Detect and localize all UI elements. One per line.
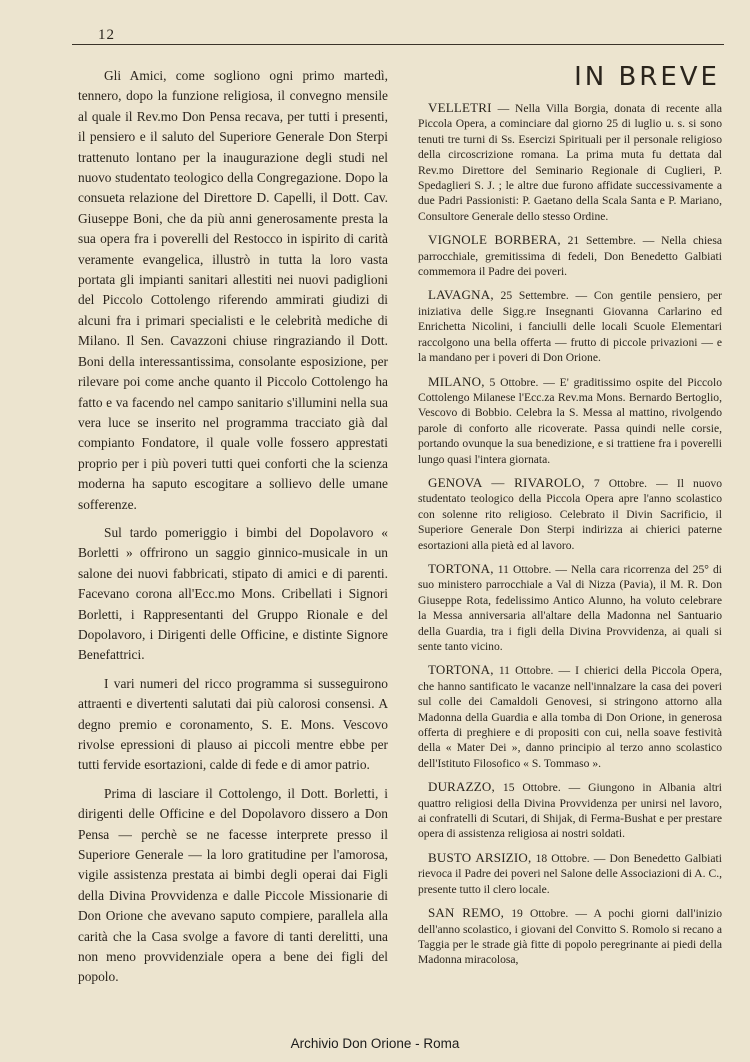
paragraph: Gli Amici, come sogliono ogni primo martedì, tennero, dopo la funzione religiosa, il convegno mensile al quale il Rev.mo Don Pensa recava, per tutti i presenti, il pensiero e il saluto del Superiore Generale Don Sterpi trattenuto lontano per la inaugurazione degli studi nel nuovo studentato teologico della Congregazione. Dopo la consueta relazione del Direttore D. Capelli, il Dott. Cav. Giuseppe Boni, che da più anni generosamente presta la sua opera fra i poverelli del Restocco in ispirito di carità veramente evangelica, illustrò in tutta la loro vasta portata gli impianti sanitari allestiti nei nuovi padiglioni del Piccolo Cottolengo riferendo ammirati giudizi di alcuni fra i primari specialisti e le celebrità mediche di Milano. Il Sen. Cavazzoni chiuse ringraziando il Dott. Boni della interessantissima, consolante esposizione, per rilevare poi come anche quanto il Piccolo Cottolengo ha fatto e va facendo nel campo sanitario s'illumini nella sua vera luce se inserito nel programma tracciato già dal compianto Fondatore, il quale volle fossero apprestati proprio per i più poveri tutti quei conforti che la scienza moderna ha saputo escogitare a sollievo delle umane sofferenze. bbox=[78, 68, 388, 512]
paragraph: I vari numeri del ricco programma si susseguirono attraenti e divertenti salutati dai più calorosi consensi. A degno premio e coronamento, S. E. Mons. Vescovo rivolse epressioni di plauso ai piccoli mentre ebbe per tutti fervide esortazioni, calde di fede e di amor patrio. bbox=[78, 675, 388, 773]
news-place: MILANO, bbox=[428, 373, 485, 389]
news-text: 11 Ottobre. — Nella cara ricorrenza del 25° di suo ministero parrocchiale a Val di Nizza (Pavia), il M. R. Don Giuseppe Rota, fedelissimo Antico Alunno, ha voluto celebrare la Messa anniversaria all'altare della Madonna nel Santuario della Guardia, tra i figli della Divina Provvidenza, ai quali si sente tanto vicino. bbox=[418, 562, 722, 653]
right-column bbox=[418, 62, 722, 976]
news-text: Nella Villa Borgia, donata di recente alla Piccola Opera, a cominciare dal giorno 25 di luglio u. s. si sono tenuti tre turni di Ss. Esercizi Spirituali per il personale religioso della circoscrizione romana. La prima muta fu dettata dal Rev.mo Direttore del Seminario Regionale di Cuglieri, P. Spedaglieri S. J. ; le altre due furono affidate successivamente a due Padri Passionisti: P. Gaetano della Scala Santa e P. Mariano, Consultore Generale dello stesso Ordine. bbox=[418, 102, 723, 223]
news-text: 19 Ottobre. — A pochi giorni dall'inizio dell'anno scolastico, i giovani del Convitto S. Romolo si recano a Taggia per le strade già fitte di popolo peregrinante ai piedi della Madonna miracolosa, bbox=[418, 907, 722, 967]
news-item bbox=[418, 287, 722, 365]
news-text: 21 Settembre. — Nella chiesa parrocchiale, gremitissima di fedeli, Don Benedetto Galbiati commemora il Padre dei poveri. bbox=[418, 234, 722, 279]
news-item bbox=[418, 779, 722, 842]
news-place: TORTONA, bbox=[428, 560, 494, 576]
news-text: 5 Ottobre. — E' graditissimo ospite del Piccolo Cottolengo Milanese l'Ecc.za Rev.ma Mons. Bernardo Bertoglio, Vescovo di Bobbio. Celebra la S. Messa al mattino, rivolgendo parole di conforto alle ricoverate. Passa quindi nelle corsie, portando ovunque la sua benedizione, e si trattiene fra i poverelli lungo quasi l'intera giornata. bbox=[418, 375, 722, 466]
news-item bbox=[418, 850, 722, 897]
archive-footer: Archivio Don Orione - Roma bbox=[290, 1036, 460, 1051]
paragraph: Prima di lasciare il Cottolengo, il Dott. Borletti, i dirigenti delle Officine e del Dopolavoro dissero a Don Pensa — perchè se ne facesse interprete presso il Superiore Generale — la loro gratitudine per l'amorosa, vigile assistenza prestata ai bimbi degli operai dai Figli della Divina Provvidenza e dalle Piccole Missionarie di Don Orione che avevano saputo compiere, parallela alla carità che la Casa svolge a favore di tanti derelitti, una non meno provvidenziale opera a bene dei figli del popolo. bbox=[78, 785, 388, 985]
paragraph: Sul tardo pomeriggio i bimbi del Dopolavoro « Borletti » offrirono un saggio ginnico-musicale in un salone dei nuovi fabbricati, stipato di amici e di parenti. Facevano corona all'Ecc.mo Mons. Cribellati i Signori Borletti, i Rappresentanti del Gruppo Rionale e del Dopolavoro, i Dirigenti delle Officine, e distinte Signore Benefattrici. bbox=[78, 524, 388, 663]
news-place: TORTONA, bbox=[428, 662, 494, 678]
news-place: VELLETRI bbox=[428, 100, 492, 115]
news-text: 15 Ottobre. — Giungono in Albania altri quattro religiosi della Divina Provvidenza per unirsi nel lavoro, ai confratelli di Scutari, di Shijak, di Ferma-Bushat e per prestare opera di assistenza religiosa ai nostri soldati. bbox=[418, 781, 722, 841]
news-place: DURAZZO, bbox=[428, 779, 495, 795]
section-title: IN BREVE bbox=[574, 62, 720, 92]
news-text: 25 Settembre. — Con gentile pensiero, per iniziativa delle Sigg.re Insegnanti Giovanna Carlarino ed Enrichetta Nicolini, i fanciulli delle locali Scuole Elementari raccolgono una bella offerta — frutto di piccole privazioni — e la mandano per i poveri di Don Orione. bbox=[418, 289, 722, 365]
news-place: BUSTO ARSIZIO, bbox=[428, 849, 532, 865]
news-place: LAVAGNA, bbox=[428, 287, 494, 303]
news-item bbox=[418, 662, 722, 771]
news-place: SAN REMO, bbox=[428, 905, 505, 921]
news-item bbox=[418, 475, 722, 553]
left-column bbox=[78, 66, 388, 996]
news-item: VELLETRI — Nella Villa Borgia, donata di recente alla Piccola Opera, a cominciare dal giorno 25 di luglio u. s. si sono tenuti tre turni di Ss. Esercizi Spirituali per il personale religioso della circoscrizione romana. La prima muta fu dettata dal Rev.mo Direttore del Seminario Regionale di Cuglieri, P. Spedaglieri S. J. ; le altre due furono affidate successivamente a due Padri Passionisti: P. Gaetano della Scala Santa e P. Mariano, Consultore Generale dello stesso Ordine. bbox=[418, 100, 723, 223]
news-place: GENOVA — RIVAROLO, bbox=[428, 474, 585, 490]
top-rule bbox=[72, 44, 724, 45]
news-place: VIGNOLE BORBERA, bbox=[428, 232, 561, 248]
news-item bbox=[418, 561, 722, 654]
page-number: 12 bbox=[98, 27, 115, 43]
news-text: 18 Ottobre. — Don Benedetto Galbiati rievoca il Padre dei poveri nel Salone delle Associazioni di A. C., presente tutto il clero locale. bbox=[418, 851, 722, 896]
news-item bbox=[418, 232, 722, 279]
news-item bbox=[418, 905, 722, 968]
news-item bbox=[418, 374, 722, 467]
news-text: 11 Ottobre. — I chierici della Piccola Opera, che hanno santificato le vacanze nell'innalzare la casa dei poveri sul colle dei Camaldoli Genovesi, si stringono attorno alla Madonna della Guardia e alla tomba di Don Orione, in generosa offerta di preghiere e di propositi con cui, nella soave festività della « Mater Dei », danno principio al terzo anno scolastico dell'Istituto Filosofico « S. Tommaso ». bbox=[418, 664, 722, 770]
news-text: 7 Ottobre. — Il nuovo studentato teologico della Piccola Opera apre l'anno scolastico con solenne rito religioso. Celebrato il Divin Sacrificio, il Superiore Generale Don Sterpi indirizza ai chierici paterne esortazioni alla pietà ed al lavoro. bbox=[418, 476, 723, 552]
